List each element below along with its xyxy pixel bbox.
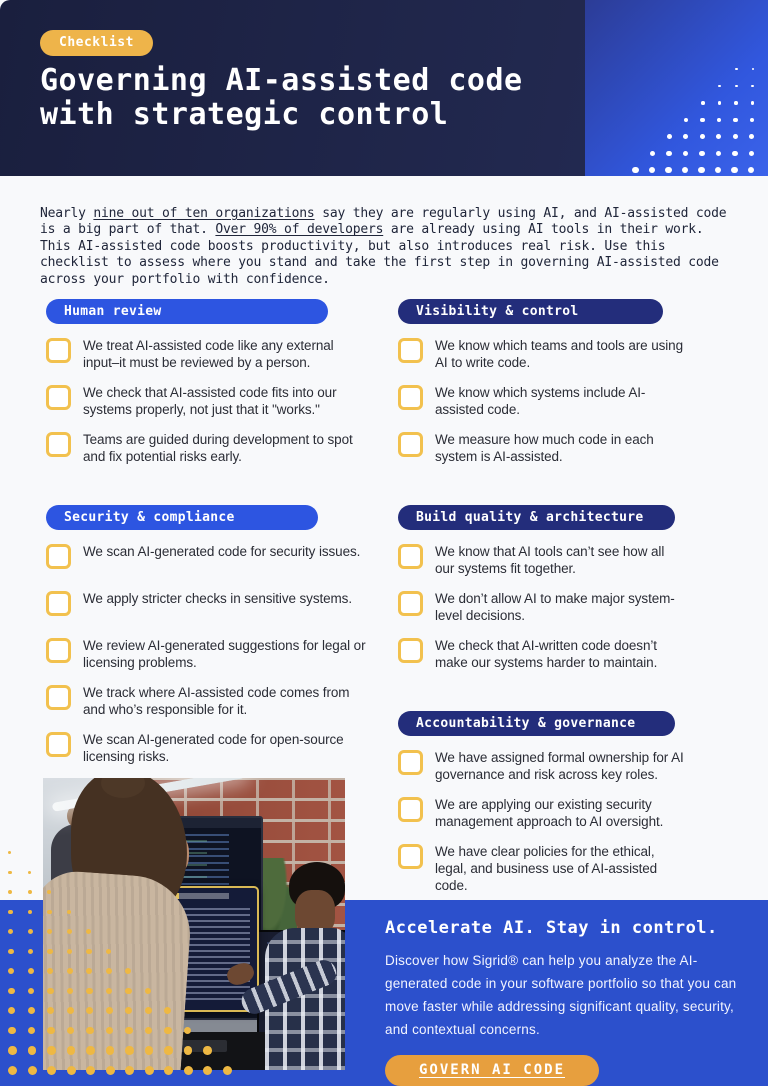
checkbox[interactable] bbox=[398, 544, 423, 569]
checklist-item-label: We measure how much code in each system is AI-assisted. bbox=[435, 432, 654, 464]
decorative-dot bbox=[716, 134, 721, 139]
decorative-dot bbox=[715, 167, 721, 173]
decorative-dot bbox=[47, 890, 51, 894]
decorative-dot bbox=[650, 151, 655, 156]
checklist-item-label: We check that AI-assisted code fits into our systems properly, not just that it "works." bbox=[83, 385, 337, 417]
decorative-dot bbox=[750, 118, 754, 122]
decorative-dot bbox=[8, 968, 14, 974]
decorative-dot bbox=[67, 1007, 74, 1014]
decorative-dot bbox=[28, 968, 34, 974]
intro-text: say they are regularly using AI, and AI-assisted code is a big part of that. bbox=[40, 206, 727, 238]
decorative-dot bbox=[106, 1007, 113, 1014]
white-dots-pattern bbox=[618, 0, 768, 176]
decorative-dot bbox=[749, 134, 754, 139]
decorative-dot bbox=[47, 1007, 54, 1014]
decorative-dot bbox=[8, 851, 11, 854]
decorative-dot bbox=[106, 988, 113, 995]
decorative-dot bbox=[223, 1066, 232, 1075]
decorative-dot bbox=[8, 1046, 17, 1055]
decorative-dot bbox=[731, 167, 737, 173]
decorative-dot bbox=[28, 910, 33, 915]
checklist-item bbox=[46, 590, 376, 624]
decorative-dot bbox=[145, 1046, 154, 1055]
decorative-dot bbox=[734, 101, 738, 105]
decorative-dot bbox=[125, 1027, 133, 1035]
decorative-dot bbox=[684, 118, 688, 122]
decorative-dot bbox=[86, 988, 93, 995]
decorative-dot bbox=[67, 910, 72, 915]
decorative-dot bbox=[86, 1046, 95, 1055]
decorative-dot bbox=[184, 1046, 193, 1055]
checklist-item bbox=[398, 590, 742, 624]
decorative-dot bbox=[145, 1007, 152, 1014]
decorative-dot bbox=[47, 1046, 56, 1055]
section-header-pill: Visibility & control bbox=[398, 299, 663, 324]
decorative-dot bbox=[67, 1066, 76, 1075]
checklist-item-label: We scan AI-generated code for open-source licensing risks. bbox=[83, 732, 344, 764]
decorative-dot bbox=[733, 118, 737, 122]
decorative-dot bbox=[125, 968, 131, 974]
decorative-dot bbox=[683, 134, 688, 139]
decorative-dot bbox=[145, 1066, 154, 1075]
section-header-pill: Security & compliance bbox=[46, 505, 318, 530]
decorative-dot bbox=[682, 167, 688, 173]
page-title bbox=[40, 64, 523, 132]
yellow-dots-pattern bbox=[8, 851, 248, 1081]
intro-underlined-phrase: nine out of ten organizations bbox=[93, 206, 315, 221]
decorative-dot bbox=[8, 929, 13, 934]
intro-paragraph bbox=[40, 206, 734, 288]
checklist-item-label: We check that AI-written code doesn’t make our systems harder to maintain. bbox=[435, 638, 658, 670]
decorative-dot bbox=[47, 988, 54, 995]
decorative-dot bbox=[67, 1027, 75, 1035]
checklist-badge: Checklist bbox=[40, 30, 153, 56]
decorative-dot bbox=[125, 1046, 134, 1055]
decorative-dot bbox=[700, 118, 704, 122]
decorative-dot bbox=[751, 101, 755, 105]
decorative-dot bbox=[700, 134, 705, 139]
decorative-dot bbox=[86, 949, 92, 955]
govern-ai-code-button[interactable]: GOVERN AI CODE bbox=[385, 1055, 599, 1086]
section-header-pill: Human review bbox=[46, 299, 328, 324]
decorative-dot bbox=[28, 1007, 35, 1014]
intro-underlined-phrase: Over 90% of developers bbox=[215, 222, 384, 238]
decorative-dot bbox=[716, 151, 721, 156]
decorative-dot bbox=[649, 167, 655, 173]
checklist-item-label: We are applying our existing security management approach to AI oversight. bbox=[435, 797, 664, 829]
checkbox[interactable] bbox=[46, 544, 71, 569]
decorative-dot bbox=[717, 118, 721, 122]
decorative-dot bbox=[125, 1066, 134, 1075]
checklist-item-label: Teams are guided during development to spot and fix potential risks early. bbox=[83, 432, 353, 464]
decorative-dot bbox=[718, 101, 722, 105]
checkbox[interactable] bbox=[46, 732, 71, 757]
checklist-item bbox=[46, 543, 376, 577]
cta-block bbox=[385, 918, 745, 1086]
decorative-dot bbox=[47, 1066, 56, 1075]
decorative-dot bbox=[8, 1066, 17, 1075]
decorative-dot bbox=[735, 68, 737, 70]
checklist-item-label: We have clear policies for the ethical, legal, and business use of AI-assisted code. bbox=[435, 844, 658, 893]
decorative-dot bbox=[67, 1046, 76, 1055]
decorative-dot bbox=[683, 151, 688, 156]
decorative-dot bbox=[67, 988, 74, 995]
decorative-dot bbox=[665, 167, 671, 173]
checklist-item bbox=[398, 543, 742, 577]
checklist-item bbox=[398, 843, 742, 894]
decorative-dot bbox=[86, 1027, 94, 1035]
decorative-dot bbox=[106, 1066, 115, 1075]
checkbox[interactable] bbox=[398, 844, 423, 869]
decorative-dot bbox=[667, 134, 672, 139]
section-human bbox=[46, 299, 376, 465]
page-header bbox=[0, 0, 768, 176]
checklist-item-label: We know that AI tools can’t see how all our systems fit together. bbox=[435, 544, 665, 576]
decorative-dot bbox=[164, 1027, 172, 1035]
checklist-item-label: We know which systems include AI-assisted code. bbox=[435, 385, 646, 417]
decorative-dot bbox=[86, 968, 92, 974]
decorative-dot bbox=[28, 1046, 37, 1055]
decorative-dot bbox=[164, 1046, 173, 1055]
checkbox[interactable] bbox=[46, 638, 71, 663]
section-visibility bbox=[398, 299, 742, 465]
decorative-dot bbox=[125, 1007, 132, 1014]
decorative-dot bbox=[184, 1066, 193, 1075]
decorative-dot bbox=[106, 1027, 114, 1035]
decorative-dot bbox=[701, 101, 705, 105]
header-blue-panel bbox=[585, 0, 768, 176]
decorative-dot bbox=[47, 968, 53, 974]
decorative-dot bbox=[732, 151, 737, 156]
decorative-dot bbox=[125, 988, 132, 995]
checkbox[interactable] bbox=[46, 385, 71, 410]
decorative-dot bbox=[47, 929, 52, 934]
decorative-dot bbox=[8, 949, 14, 955]
checklist-item-label: We apply stricter checks in sensitive systems. bbox=[83, 591, 352, 606]
checkbox[interactable] bbox=[398, 750, 423, 775]
cta-heading: Accelerate AI. Stay in control. bbox=[385, 918, 718, 938]
decorative-dot bbox=[86, 1066, 95, 1075]
decorative-dot bbox=[751, 85, 754, 88]
checkbox[interactable] bbox=[398, 385, 423, 410]
checklist-item-label: We treat AI-assisted code like any external input–it must be reviewed by a person. bbox=[83, 338, 334, 370]
decorative-dot bbox=[203, 1066, 212, 1075]
decorative-dot bbox=[748, 167, 754, 173]
decorative-dot bbox=[28, 1027, 36, 1035]
decorative-dot bbox=[47, 949, 53, 955]
decorative-dot bbox=[28, 988, 35, 995]
decorative-dot bbox=[749, 151, 754, 156]
decorative-dot bbox=[8, 910, 13, 915]
title-line-1: Governing AI-assisted code bbox=[40, 63, 523, 98]
checklist-item bbox=[398, 384, 742, 418]
checkbox[interactable] bbox=[398, 638, 423, 663]
checklist-item bbox=[398, 637, 742, 671]
decorative-dot bbox=[67, 929, 72, 934]
checkbox[interactable] bbox=[398, 338, 423, 363]
intro-text: Nearly bbox=[40, 206, 94, 221]
checkbox[interactable] bbox=[46, 591, 71, 616]
checkbox[interactable] bbox=[46, 685, 71, 710]
checkbox[interactable] bbox=[398, 591, 423, 616]
decorative-dot bbox=[106, 1046, 115, 1055]
checklist-item-label: We have assigned formal ownership for AI governance and risk across key roles. bbox=[435, 750, 684, 782]
checklist-item bbox=[398, 337, 742, 371]
decorative-dot bbox=[28, 890, 32, 894]
decorative-dot bbox=[28, 929, 33, 934]
decorative-dot bbox=[718, 85, 721, 88]
checklist-item-label: We don’t allow AI to make major system-level decisions. bbox=[435, 591, 675, 623]
decorative-dot bbox=[203, 1046, 212, 1055]
title-line-2: with strategic control bbox=[40, 97, 449, 132]
decorative-dot bbox=[86, 1007, 93, 1014]
decorative-dot bbox=[28, 1066, 37, 1075]
decorative-dot bbox=[8, 1007, 15, 1014]
decorative-dot bbox=[106, 968, 112, 974]
section-header-pill: Build quality & architecture bbox=[398, 505, 675, 530]
checklist-item-label: We track where AI-assisted code comes from and who’s responsible for it. bbox=[83, 685, 350, 717]
checklist-item bbox=[46, 731, 376, 765]
checkbox[interactable] bbox=[398, 797, 423, 822]
section-header-pill: Accountability & governance bbox=[398, 711, 675, 736]
decorative-dot bbox=[47, 910, 52, 915]
decorative-dot bbox=[8, 988, 15, 995]
decorative-dot bbox=[752, 68, 754, 70]
checklist-item bbox=[398, 749, 742, 783]
checklist-item-label: We review AI-generated suggestions for legal or licensing problems. bbox=[83, 638, 366, 670]
decorative-dot bbox=[184, 1027, 192, 1035]
checklist-item bbox=[46, 431, 376, 465]
decorative-dot bbox=[47, 1027, 55, 1035]
decorative-dot bbox=[632, 167, 638, 173]
decorative-dot bbox=[106, 949, 112, 955]
decorative-dot bbox=[86, 929, 91, 934]
decorative-dot bbox=[164, 1066, 173, 1075]
decorative-dot bbox=[733, 134, 738, 139]
decorative-dot bbox=[67, 968, 73, 974]
decorative-dot bbox=[164, 1007, 171, 1014]
decorative-dot bbox=[8, 1027, 16, 1035]
decorative-dot bbox=[666, 151, 671, 156]
decorative-dot bbox=[699, 151, 704, 156]
checklist-item bbox=[398, 796, 742, 830]
decorative-dot bbox=[28, 871, 32, 875]
section-account bbox=[398, 711, 742, 894]
decorative-dot bbox=[735, 85, 738, 88]
section-security bbox=[46, 505, 376, 765]
checklist-item-label: We know which teams and tools are using AI to write code. bbox=[435, 338, 683, 370]
decorative-dot bbox=[8, 890, 12, 894]
cta-body-text: Discover how Sigrid® can help you analyze the AI-generated code in your software portfolio so that you can move faster while addressing significant quality, security, and contextual concerns. bbox=[385, 953, 737, 1037]
intro-text: are already using AI tools in their work. This AI-assisted code boosts productivity, but also introduces real risk. Use this checklist to assess where you stand and take the first step in governing AI-assisted code across your portfolio with confidence. bbox=[40, 222, 719, 287]
checklist-item bbox=[46, 684, 376, 718]
section-build bbox=[398, 505, 742, 671]
decorative-dot bbox=[28, 949, 34, 955]
decorative-dot bbox=[145, 1027, 153, 1035]
checklist-item bbox=[46, 384, 376, 418]
decorative-dot bbox=[67, 949, 73, 955]
checklist-item bbox=[46, 337, 376, 371]
decorative-dot bbox=[698, 167, 704, 173]
checklist-item bbox=[46, 637, 376, 671]
checkbox[interactable] bbox=[46, 338, 71, 363]
checklist-item-label: We scan AI-generated code for security issues. bbox=[83, 544, 361, 559]
checkbox[interactable] bbox=[398, 432, 423, 457]
decorative-dot bbox=[145, 988, 152, 995]
checkbox[interactable] bbox=[46, 432, 71, 457]
decorative-dot bbox=[8, 871, 12, 875]
checklist-item bbox=[398, 431, 742, 465]
